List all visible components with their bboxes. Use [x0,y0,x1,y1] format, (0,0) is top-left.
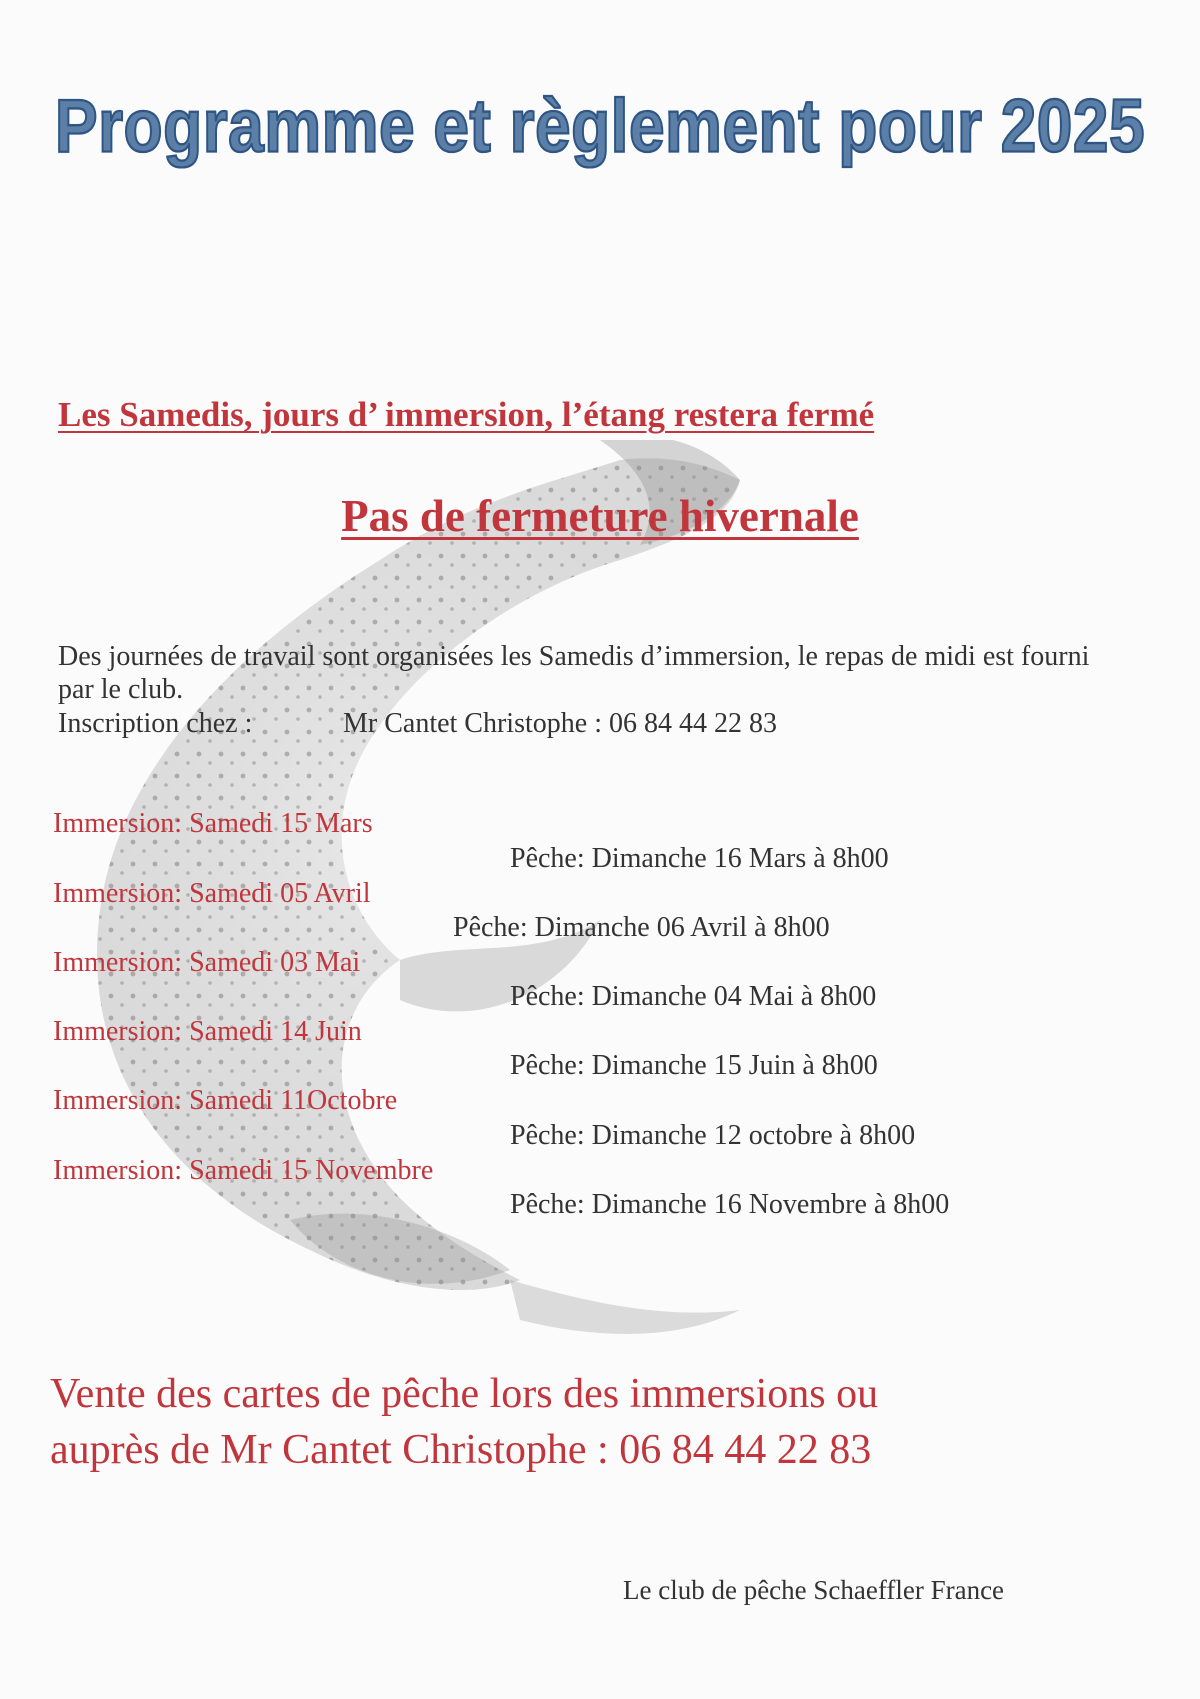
fishing-card-sales-notice [50,1366,1170,1478]
immersion-date: Immersion: Samedi 03 Mai [53,947,361,978]
no-winter-closure-notice: Pas de fermeture hivernale [341,491,859,541]
fishing-date: Pêche: Dimanche 06 Avril à 8h00 [453,912,830,943]
fishing-date: Pêche: Dimanche 04 Mai à 8h00 [510,981,877,1012]
page-title: Programme et règlement pour 2025 [54,83,1146,169]
registration-label: Inscription chez : [58,708,253,739]
club-signature: Le club de pêche Schaeffler France [623,1575,1005,1605]
registration-contact: Mr Cantet Christophe : 06 84 44 22 83 [343,708,777,739]
immersion-date: Immersion: Samedi 15 Mars [53,808,373,839]
fishing-date: Pêche: Dimanche 12 octobre à 8h00 [510,1120,916,1151]
fishing-date: Pêche: Dimanche 15 Juin à 8h00 [510,1050,878,1081]
immersion-date: Immersion: Samedi 15 Novembre [53,1155,434,1186]
fishing-date: Pêche: Dimanche 16 Novembre à 8h00 [510,1189,950,1220]
sales-line: auprès de Mr Cantet Christophe : 06 84 44 22 83 [50,1427,872,1473]
fishing-date: Pêche: Dimanche 16 Mars à 8h00 [510,843,889,874]
immersion-date: Immersion: Samedi 14 Juin [53,1016,362,1047]
work-days-paragraph: Des journées de travail sont organisées les Samedis d’immersion, le repas de midi est fourni par le club. [58,641,1090,705]
immersion-date: Immersion: Samedi 05 Avril [53,878,371,909]
sales-line: Vente des cartes de pêche lors des immersions ou [50,1371,879,1417]
immersion-date: Immersion: Samedi 11Octobre [53,1085,398,1116]
saturday-closure-notice: Les Samedis, jours d’ immersion, l’étang restera fermé [58,395,875,434]
